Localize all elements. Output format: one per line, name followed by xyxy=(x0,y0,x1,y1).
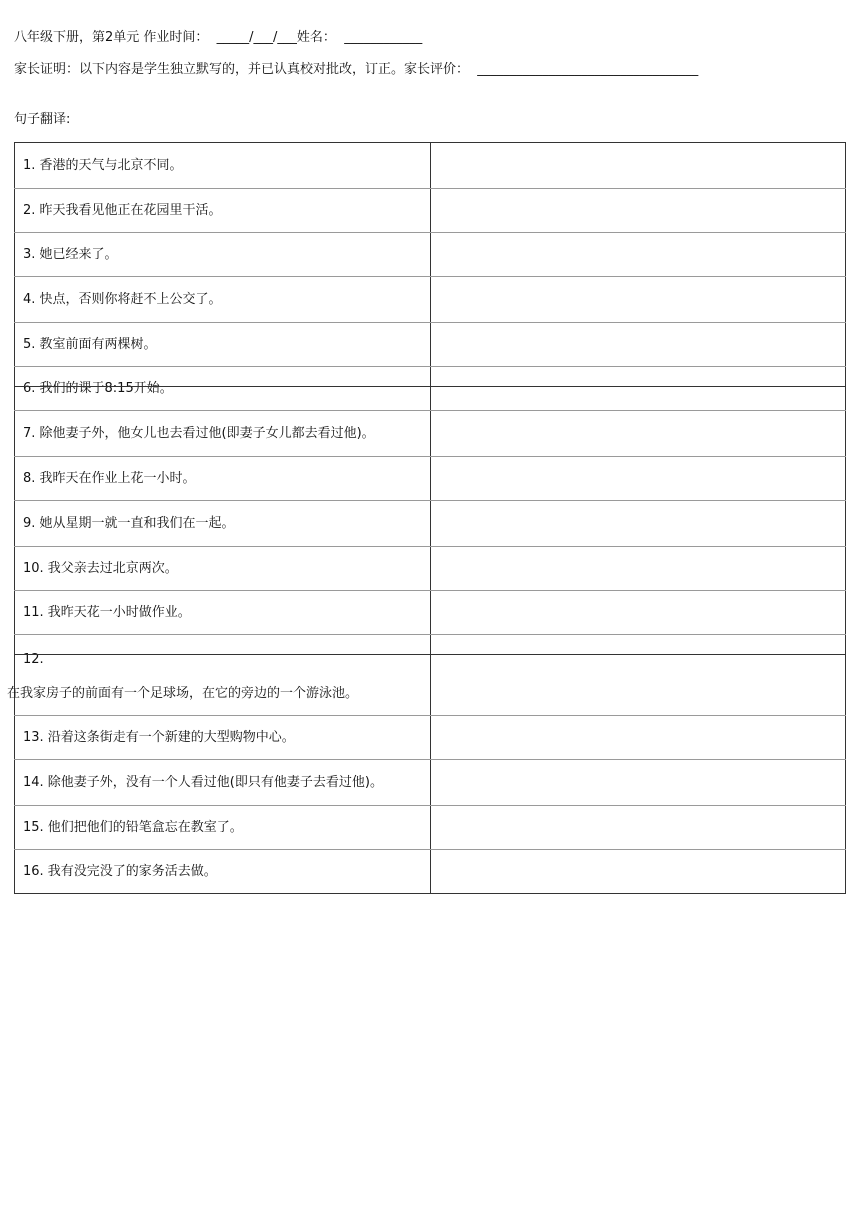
table-row xyxy=(15,591,846,635)
section-title: 句子翻译: xyxy=(14,112,71,127)
table-row xyxy=(15,716,846,760)
table-row xyxy=(15,457,846,501)
answer-cell[interactable] xyxy=(431,323,846,367)
answer-cell[interactable] xyxy=(431,716,846,760)
answer-cell[interactable] xyxy=(431,411,846,457)
table-row xyxy=(15,411,846,457)
answer-cell[interactable] xyxy=(431,367,846,411)
answer-cell[interactable] xyxy=(431,850,846,894)
sentence-cell: 2. 昨天我看见他正在花园里干活。 xyxy=(15,189,431,233)
translation-table xyxy=(7,142,846,894)
table-row xyxy=(15,501,846,547)
table-row xyxy=(15,323,846,367)
header-line-1: 八年级下册，第2单元 作业时间： _____/___/___姓名： ____________ xyxy=(14,30,423,45)
table-row xyxy=(15,547,846,591)
table-row xyxy=(15,143,846,189)
answer-cell[interactable] xyxy=(431,635,846,716)
sentence-cell: 10. 我父亲去过北京两次。 xyxy=(15,547,431,591)
table-row xyxy=(15,233,846,277)
table-row xyxy=(15,277,846,323)
sentence-cell: 6. 我们的课于8:15开始。 xyxy=(15,367,431,411)
answer-cell[interactable] xyxy=(431,760,846,806)
answer-cell[interactable] xyxy=(431,189,846,233)
table-row xyxy=(15,850,846,894)
table-row xyxy=(15,806,846,850)
answer-cell[interactable] xyxy=(431,143,846,189)
table-row xyxy=(15,760,846,806)
sentence-cell: 4. 快点，否则你将赶不上公交了。 xyxy=(15,277,431,323)
sentence-12-text: 在我家房子的前面有一个足球场，在它的旁边的一个游泳池。 xyxy=(7,686,359,701)
sentence-cell: 16. 我有没完没了的家务活去做。 xyxy=(15,850,431,894)
table-row xyxy=(15,367,846,411)
parent-certification-line: 家长证明：以下内容是学生独立默写的，并已认真校对批改，订正。家长评价： __________________________________ xyxy=(14,62,699,77)
sentence-12-number: 12. xyxy=(23,652,44,667)
sentence-cell: 7. 除他妻子外，他女儿也去看过他(即妻子女儿都去看过他)。 xyxy=(15,411,431,457)
sentence-cell: 5. 教室前面有两棵树。 xyxy=(15,323,431,367)
sentence-cell: 3. 她已经来了。 xyxy=(15,233,431,277)
overlap-rule-line xyxy=(14,654,846,655)
answer-cell[interactable] xyxy=(431,547,846,591)
answer-cell[interactable] xyxy=(431,233,846,277)
table-row xyxy=(15,635,846,716)
answer-cell[interactable] xyxy=(431,806,846,850)
answer-cell[interactable] xyxy=(431,591,846,635)
sentence-cell: 14. 除他妻子外，没有一个人看过他(即只有他妻子去看过他)。 xyxy=(15,760,431,806)
sentence-cell-12 xyxy=(7,635,431,716)
sentence-cell: 15. 他们把他们的铅笔盒忘在教室了。 xyxy=(15,806,431,850)
sentence-cell: 13. 沿着这条街走有一个新建的大型购物中心。 xyxy=(15,716,431,760)
table-row xyxy=(15,189,846,233)
sentence-cell: 1. 香港的天气与北京不同。 xyxy=(15,143,431,189)
answer-cell[interactable] xyxy=(431,457,846,501)
sentence-cell: 8. 我昨天在作业上花一小时。 xyxy=(15,457,431,501)
sentence-cell: 11. 我昨天花一小时做作业。 xyxy=(15,591,431,635)
overlap-rule-line xyxy=(14,386,846,387)
answer-cell[interactable] xyxy=(431,501,846,547)
sentence-cell: 9. 她从星期一就一直和我们在一起。 xyxy=(15,501,431,547)
answer-cell[interactable] xyxy=(431,277,846,323)
